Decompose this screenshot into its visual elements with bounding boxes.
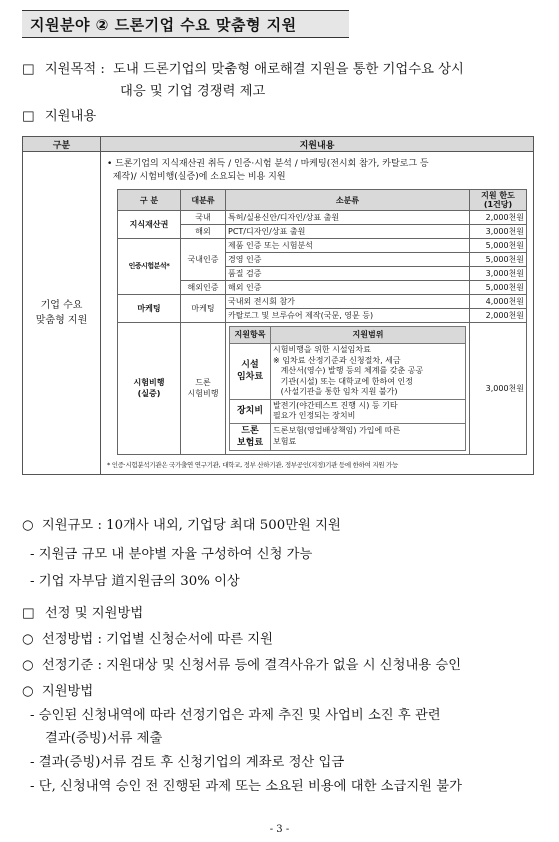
inner-header-minor: 소분류 [226,190,470,211]
support-sub-1b: 결과(증빙)서류 제출 [45,731,163,746]
table-row [230,423,466,450]
insurance-label [230,423,271,450]
content-cell [101,152,534,475]
circle-bullet: ○ [22,684,34,699]
minor-cell: PCT/디자인/상표 출원 [226,225,470,239]
purpose-line-2: 대응 및 기업 경쟁력 제고 [120,84,266,99]
nested-header-scope: 지원범위 [271,327,466,344]
facility-scope [271,344,466,400]
support-method [22,682,93,702]
page-number: - 3 - [269,824,290,835]
purpose-line-1 [22,60,464,80]
minor-cell: 해외 인증 [226,281,470,295]
inner-header-major: 대분류 [181,190,226,211]
section-title-box [22,10,349,38]
major-cell: 국내 [181,211,226,225]
major-cell: 해외인증 [181,281,226,295]
inner-header-type: 구 분 [118,190,181,211]
insurance-scope [271,423,466,450]
insurance-line: 드론보험(영업배상책임) 가입에 따른 [273,426,401,435]
flight-scope-table [229,326,466,451]
selection-method [22,630,273,650]
major-flight-line-1: 드론 [195,378,211,388]
table-row [118,239,527,253]
purpose-label: 지원목적 : [44,62,105,77]
facility-label-line-2: 임차료 [236,372,264,383]
selection-heading [22,604,143,624]
support-sub-3: - 단, 신청내역 승인 전 진행된 과제 또는 소요된 비용에 대한 소급지원 불가 [30,779,462,794]
square-bullet: □ [22,62,35,77]
minor-cell: 품질 검증 [226,267,470,281]
limit-cell: 3,000천원 [470,323,527,455]
table-row [118,295,527,309]
facility-label [230,344,271,400]
equipment-line: 필요가 인정되는 장치비 [273,411,356,420]
row-label-2: 맞춤형 지원 [35,314,88,326]
selection-heading-label: 선정 및 지원방법 [44,606,144,621]
facility-label-line-1: 시설 [241,360,259,371]
equipment-line: 발전기(야간테스트 진행 시) 등 기타 [273,400,398,410]
facility-line: 계산서(영수) 발행 등의 체계를 갖춘 공공 [273,366,424,375]
content-heading [22,107,96,127]
type-marketing: 마케팅 [118,295,181,323]
support-table [22,136,534,475]
limit-cell: 4,000천원 [470,295,527,309]
table-header-category: 구분 [23,137,101,152]
row-label-cell [23,152,101,475]
limit-cell: 3,000천원 [470,267,527,281]
major-flight [181,323,226,455]
table-row [118,211,527,225]
circle-bullet: ○ [22,658,34,673]
major-cell: 국내인증 [181,239,226,281]
support-method-text: 지원방법 [41,684,94,699]
square-bullet: □ [22,606,35,621]
scale-sub-2: - 기업 자부담 道지원금의 30% 이상 [30,574,240,589]
type-flight-line-1: 시험비행 [133,378,165,388]
limit-cell: 3,000천원 [470,225,527,239]
type-flight-line-2: (실증) [137,389,161,399]
limit-cell: 5,000천원 [470,281,527,295]
nested-header-item: 지원항목 [230,327,271,344]
content-heading-label: 지원내용 [44,109,97,124]
row-label-1: 기업 수요 [40,299,83,311]
insurance-label-line-1: 드론 [241,425,259,436]
table-header-content: 지원내용 [101,137,534,152]
limit-cell: 2,000천원 [470,309,527,323]
table-row [230,344,466,400]
square-bullet: □ [22,109,35,124]
purpose-text: 도내 드론기업의 맞춤형 애로해결 지원을 통한 기업수요 상시 [113,62,464,77]
limit-header-line-1: 지원 한도 [481,191,515,200]
minor-cell: 국내외 전시회 참가 [226,295,470,309]
minor-cell: 카탈로그 및 브루슈어 제작(국문, 영문 등) [226,309,470,323]
major-cell: 해외 [181,225,226,239]
facility-line: ※ 임차료 산정기준과 신청절차, 세금 [273,355,401,365]
support-sub-2: - 결과(증빙)서류 검토 후 신청기업의 계좌로 정산 입금 [30,755,345,770]
insurance-line: 보험료 [273,436,297,446]
limit-cell: 2,000천원 [470,211,527,225]
table-footnote: * 인증·시험분석기관은 국가출연 연구기관, 대학교, 정부 산하기관, 정부공인(지정)기관 등에 한하여 지원 가능 [107,460,399,469]
limit-cell: 5,000천원 [470,239,527,253]
scale-sub-1: - 지원금 규모 내 분야별 자율 구성하여 신청 가능 [30,547,313,562]
cost-table [117,189,527,455]
equipment-scope [271,399,466,423]
equipment-label: 장치비 [230,399,271,423]
facility-line: (사설기관을 통한 임차 지원 불가) [273,387,398,396]
selection-method-text: 선정방법 : 기업별 신청순서에 따른 지원 [41,632,273,647]
flight-scope-cell [226,323,470,455]
selection-criteria-text: 선정기준 : 지원대상 및 신청서류 등에 결격사유가 없을 시 신청내용 승인 [41,658,462,673]
table-row [118,323,527,455]
type-flight [118,323,181,455]
minor-cell: 경영 인증 [226,253,470,267]
circle-bullet: ○ [22,632,34,647]
limit-cell: 5,000천원 [470,253,527,267]
minor-cell: 제품 인증 또는 시험분석 [226,239,470,253]
table-row [230,399,466,423]
intro-line-2: 제작)/ 시험비행(실증)에 소요되는 비용 지원 [107,172,286,182]
intro-line-1: • 드론기업의 지식재산권 취득 / 인증·시험 분석 / 마케팅(전시회 참가, 카탈로그 등 [107,159,429,169]
major-flight-line-2: 시험비행 [187,389,219,399]
inner-header-limit [470,190,527,211]
insurance-label-line-2: 보험료 [236,437,264,448]
section-title: 지원분야 ② 드론기업 수요 맞춤형 지원 [30,16,297,34]
minor-cell: 특허/실용신안/디자인/상표 출원 [226,211,470,225]
support-sub-1a: - 승인된 신청내역에 따라 선정기업은 과제 추진 및 사업비 소진 후 관련 [30,708,441,723]
scale-text: 지원규모 : 10개사 내외, 기업당 최대 500만원 지원 [41,518,341,533]
limit-header-line-2: (1건당) [483,200,513,209]
selection-criteria [22,656,461,676]
major-cell: 마케팅 [181,295,226,323]
facility-line: 기관(시설) 또는 대학교에 한하여 인정 [273,376,413,386]
facility-line: 시험비행을 위한 시설임차료 [273,345,371,354]
circle-bullet: ○ [22,518,34,533]
type-cert: 인증시험분석* [118,239,181,295]
type-ip: 지식재산권 [118,211,181,239]
scale-line [22,516,341,536]
